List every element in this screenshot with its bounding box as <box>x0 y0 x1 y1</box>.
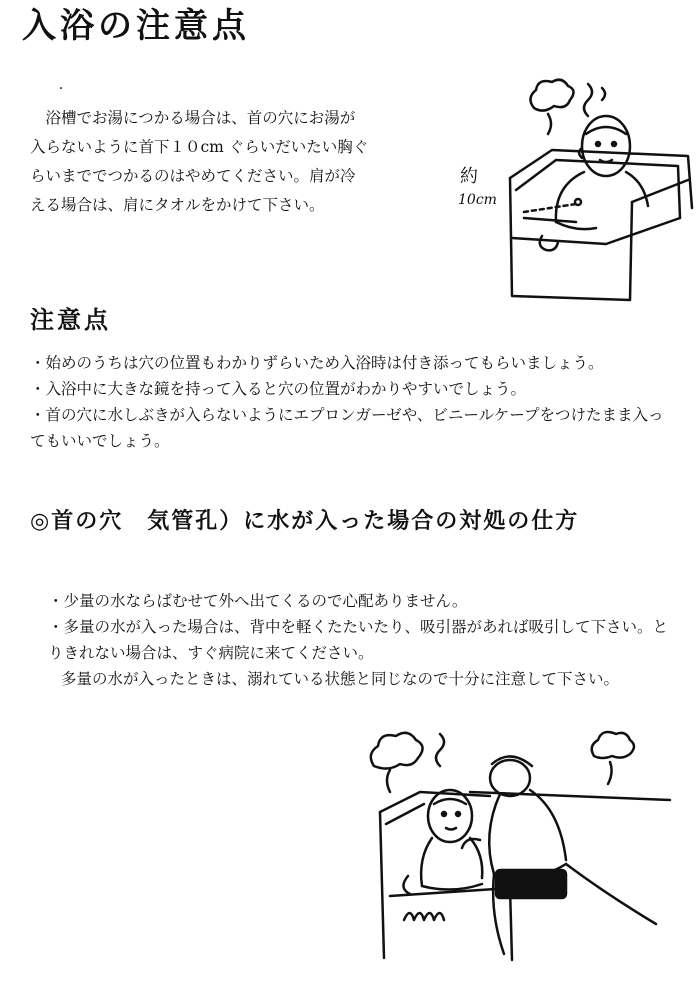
water-section-heading: ◎首の穴 気管孔）に水が入った場合の対処の仕方 <box>30 509 580 534</box>
page-title: 入浴の注意点 <box>22 6 250 46</box>
intro-marker: ・ <box>56 84 66 95</box>
notes-heading: 注意点 <box>30 306 111 334</box>
water-item: ・少量の水ならばむせて外へ出てくるので心配ありません。 <box>48 592 468 610</box>
back-patting-illustration <box>360 720 680 970</box>
intro-paragraph: 浴槽でお湯につかる場合は、首の穴にお湯が入らないように首下１０cm ぐらいだいたい胸ぐらいまででつかるのはやめてください。肩が冷える場合は、肩にタオルをかけて下さい。 <box>30 109 369 214</box>
water-section-body <box>30 588 670 692</box>
depth-label-line1: 約 <box>460 166 478 187</box>
notes-list <box>30 350 670 454</box>
notes-item: ・入浴中に大きな鏡を持って入ると穴の位置がわかりやすいでしょう。 <box>30 380 527 398</box>
notes-item: ・始めのうちは穴の位置もわかりずらいため入浴時は付き添ってもらいましょう。 <box>30 354 604 372</box>
notes-item: ・首の穴に水しぶきが入らないようにエプロンガーゼや、ビニールケープをつけたまま入ってもいいでしょう。 <box>30 406 664 450</box>
water-warning-paragraph: 多量の水が入ったときは、溺れている状態と同じなので十分に注意して下さい。 <box>61 670 620 688</box>
depth-label-line2: 10cm <box>458 192 497 208</box>
water-item: ・多量の水が入った場合は、背中を軽くたたいたり、吸引器があれば吸引して下さい。とりきれない場合は、すぐ病院に来てください。 <box>48 618 669 662</box>
bath-illustration <box>456 68 696 308</box>
